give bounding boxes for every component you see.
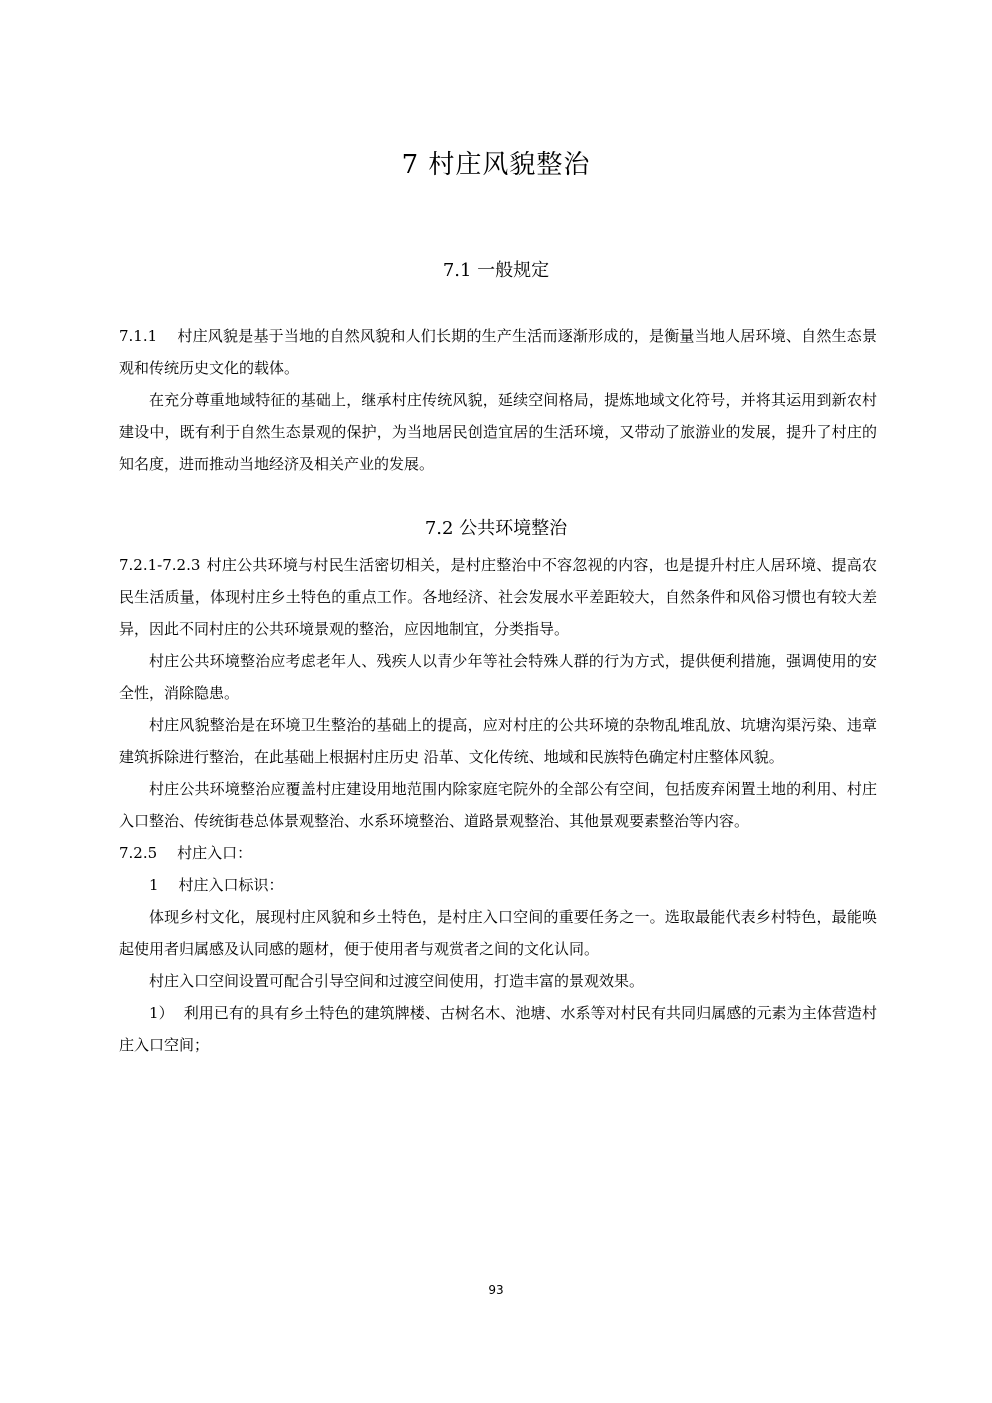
item-number: 1） <box>149 1004 174 1022</box>
list-item <box>119 997 877 1061</box>
paragraph-7-2-5 <box>119 837 877 869</box>
body-text <box>119 320 877 1061</box>
paragraph: 村庄入口空间设置可配合引导空间和过渡空间使用，打造丰富的景观效果。 <box>149 972 645 990</box>
paragraph-text: 村庄风貌是基于当地的自然风貌和人们长期的生产生活而逐渐形成的，是衡量当地人居环境、自然生态景观和传统历史文化的载体。 <box>119 327 877 377</box>
clause-number: 7.1.1 <box>119 327 158 345</box>
clause-number: 7.2.5 <box>119 844 158 862</box>
paragraph-text: 村庄入口： <box>177 844 253 862</box>
item-text: 村庄入口标识： <box>178 876 284 894</box>
paragraph-7-1-1 <box>119 320 877 384</box>
paragraph-text: 村庄公共环境与村民生活密切相关，是村庄整治中不容忽视的内容，也是提升村庄人居环境、提高农民生活质量，体现村庄乡土特色的重点工作。各地经济、社会发展水平差距较大，自然条件和风俗习惯也有较大差异，因此不同村庄的公共环境景观的整治，应因地制宜，分类指导。 <box>119 556 877 638</box>
page-number: 93 <box>488 1283 504 1297</box>
paragraph: 村庄公共环境整治应考虑老年人、残疾人以青少年等社会特殊人群的行为方式，提供便利措施，强调使用的安全性，消除隐患。 <box>119 652 877 702</box>
section-title-7-1: 7.1 一般规定 <box>442 260 550 281</box>
paragraph: 体现乡村文化，展现村庄风貌和乡土特色，是村庄入口空间的重要任务之一。选取最能代表乡村特色，最能唤起使用者归属感及认同感的题材，便于使用者与观赏者之间的文化认同。 <box>119 908 877 958</box>
paragraph: 在充分尊重地域特征的基础上，继承村庄传统风貌，延续空间格局，提炼地域文化符号，并将其运用到新农村建设中，既有利于自然生态景观的保护，为当地居民创造宜居的生活环境，又带动了旅游业的发展，提升了村庄的知名度，进而推动当地经济及相关产业的发展。 <box>119 391 877 473</box>
paragraph-7-2-1 <box>119 549 877 645</box>
paragraph: 村庄公共环境整治应覆盖村庄建设用地范围内除家庭宅院外的全部公有空间，包括废弃闲置土地的利用、村庄入口整治、传统街巷总体景观整治、水系环境整治、道路景观整治、其他景观要素整治等内容。 <box>119 780 877 830</box>
paragraph: 村庄风貌整治是在环境卫生整治的基础上的提高，应对村庄的公共环境的杂物乱堆乱放、坑塘沟渠污染、违章建筑拆除进行整治，在此基础上根据村庄历史 沿革、文化传统、地域和民族特色确定村庄整体风貌。 <box>119 716 877 766</box>
item-text: 利用已有的具有乡土特色的建筑牌楼、古树名木、池塘、水系等对村民有共同归属感的元素为主体营造村庄入口空间； <box>119 1004 877 1054</box>
section-title-7-2: 7.2 公共环境整治 <box>424 518 568 539</box>
list-item <box>119 869 877 901</box>
clause-number: 7.2.1-7.2.3 <box>119 556 201 574</box>
item-number: 1 <box>149 876 159 894</box>
chapter-title: 7 村庄风貌整治 <box>401 150 591 180</box>
